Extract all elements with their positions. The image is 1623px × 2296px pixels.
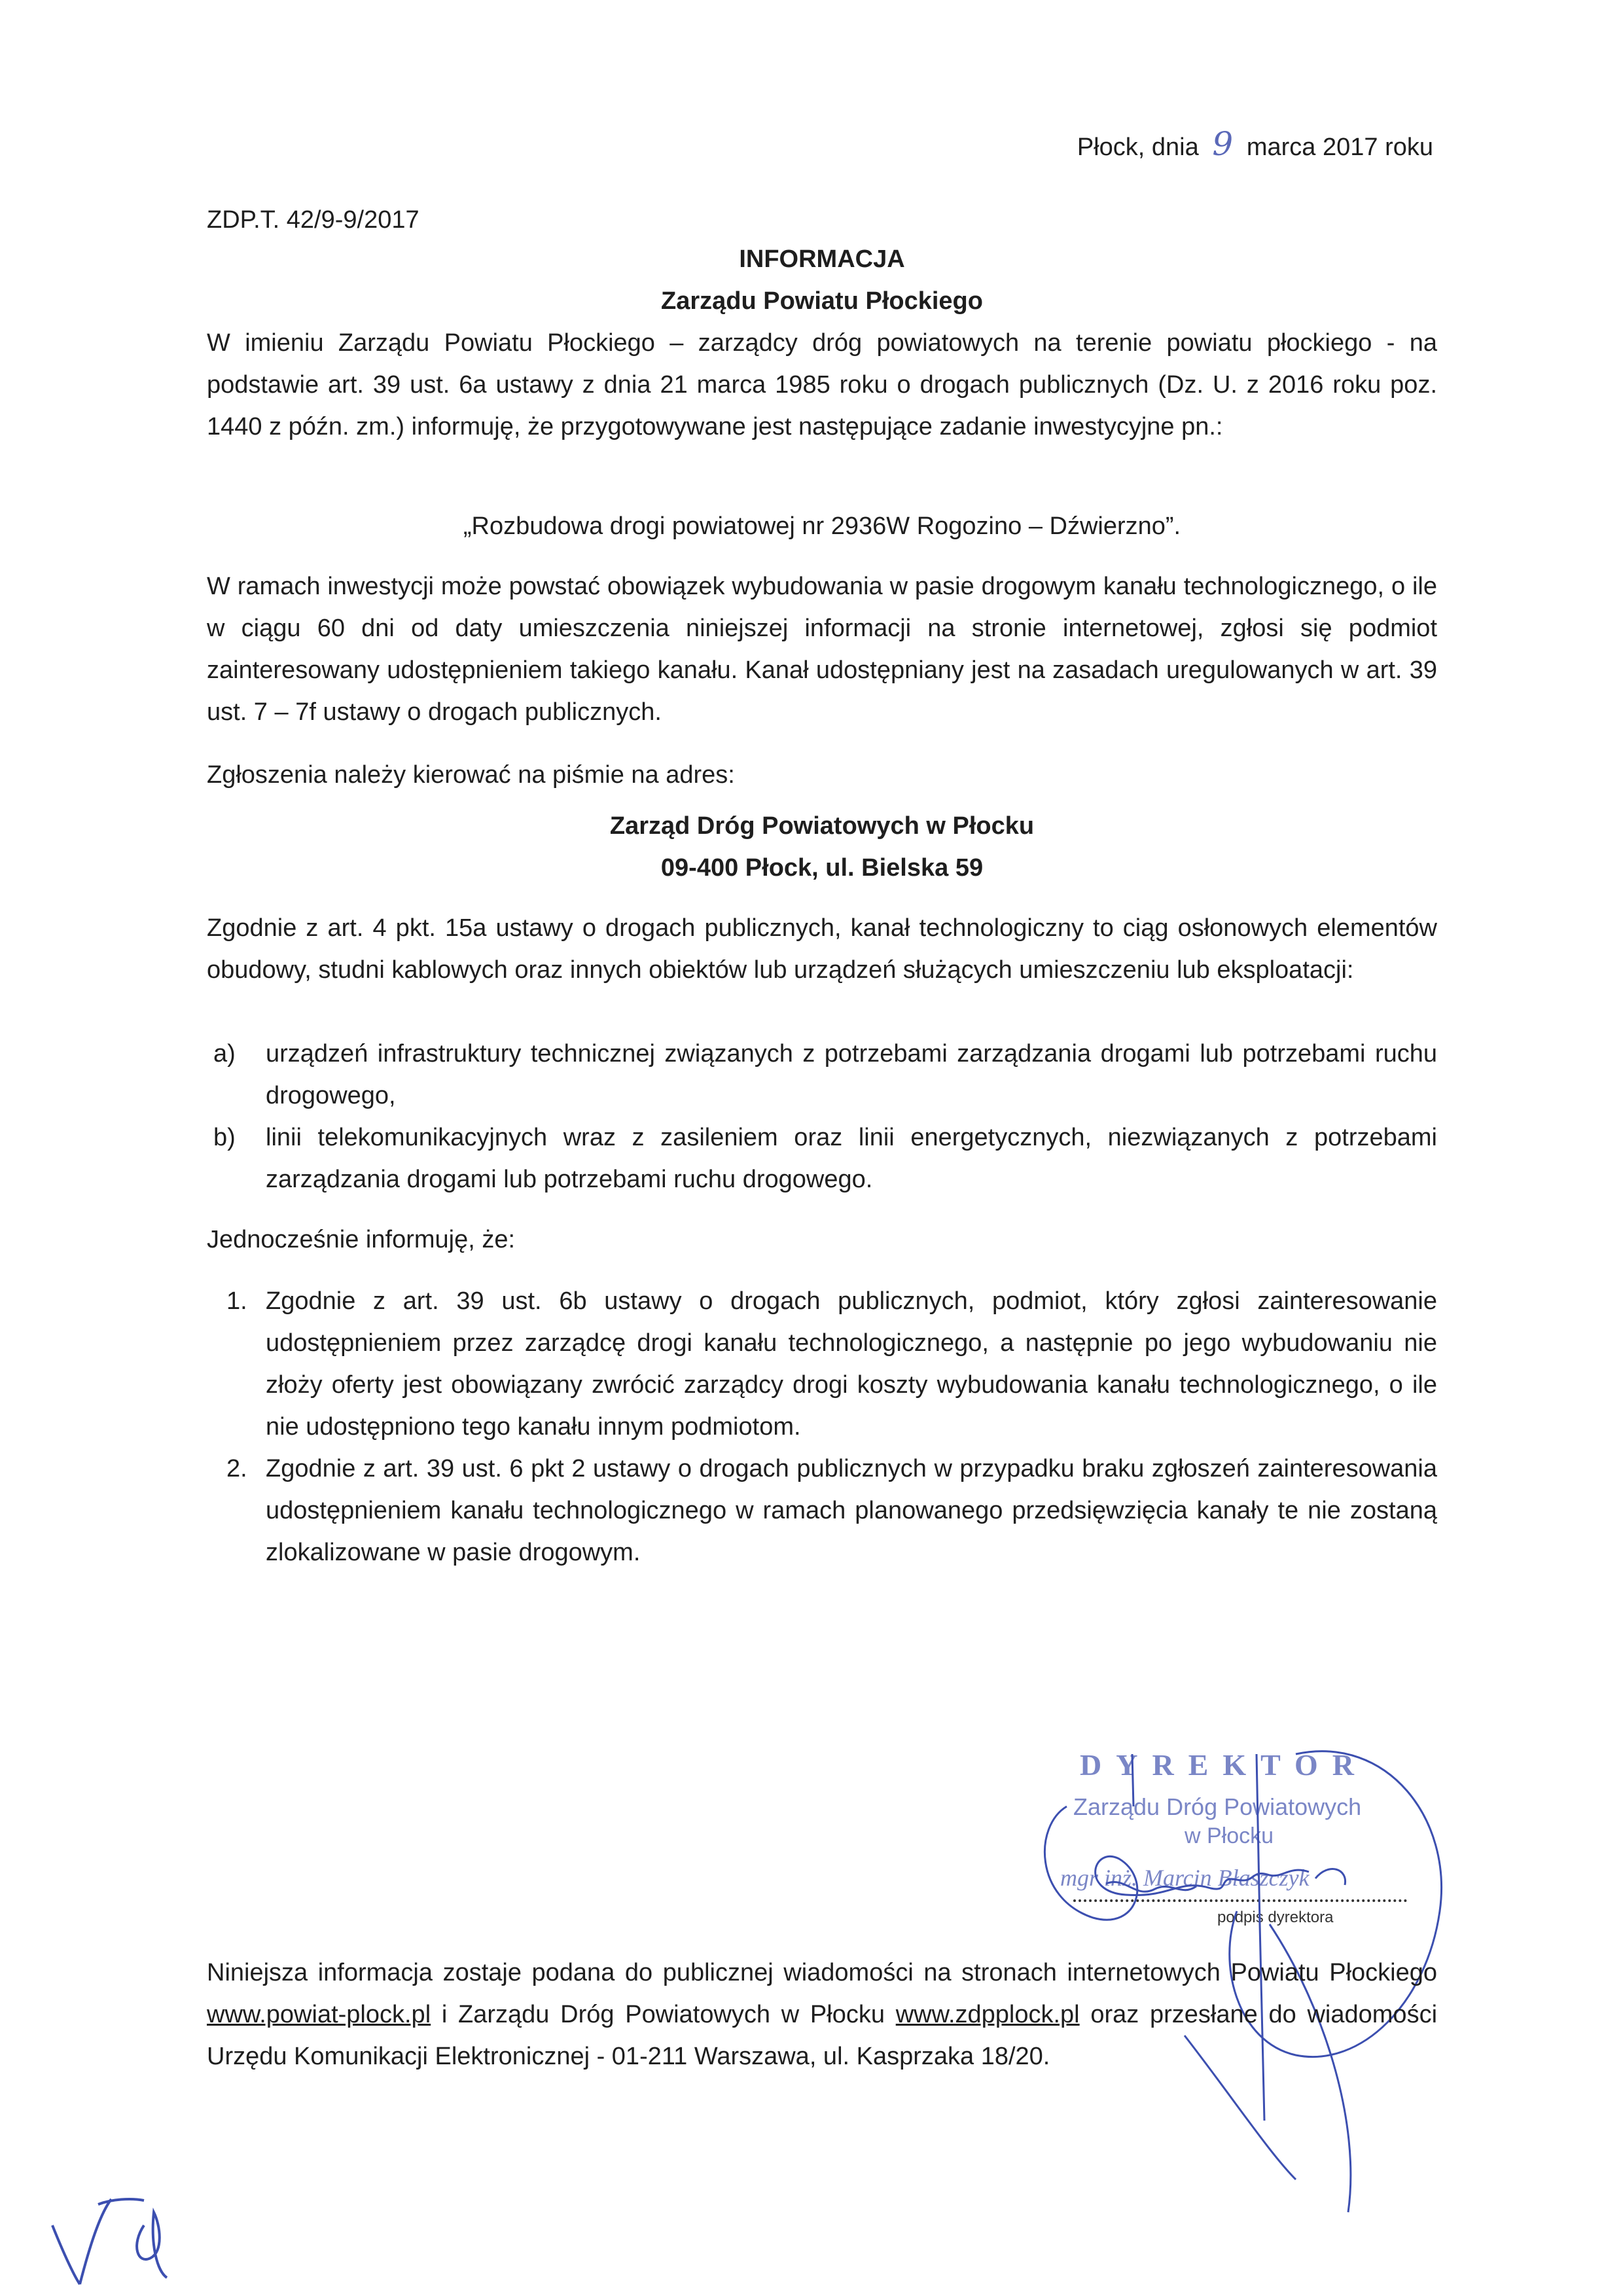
investment-name: „Rozbudowa drogi powiatowej nr 2936W Rogozino – Dźwierzno”. xyxy=(463,512,1181,540)
date-suffix: marca 2017 roku xyxy=(1246,134,1433,161)
footer-text-1: Niniejsza informacja zostaje podana do publicznej wiadomości na stronach internetowych Powiatu Płockiego xyxy=(207,1959,1437,1986)
address-line-2: 09-400 Płock, ul. Bielska 59 xyxy=(660,854,984,882)
intro-paragraph: W imieniu Zarządu Powiatu Płockiego – zarządcy dróg powiatowych na terenie powiatu płockiego - na podstawie art. 39 ust. 6a ustawy z dnia 21 marca 1985 roku o drogach publicznych (Dz. U. z 2016 roku poz. 1440 z późn. zm.) informuję, że przygotowywane jest następujące zadanie inwestycyjne pn.: xyxy=(207,329,1437,440)
date-prefix: Płock, dnia xyxy=(1077,134,1199,161)
list-marker: a) xyxy=(213,1040,236,1067)
list-marker: 1. xyxy=(226,1287,247,1315)
stamp-name: mgr inż. Marcin Błaszczyk xyxy=(1060,1865,1310,1891)
list-item-text: linii telekomunikacyjnych wraz z zasileniem oraz linii energetycznych, niezwiązanych z potrzebami zarządzania drogami lub potrzebami ruchu drogowego. xyxy=(266,1124,1437,1193)
paragraph-definition: Zgodnie z art. 4 pkt. 15a ustawy o drogach publicznych, kanał technologiczny to ciąg osłonowych elementów obudowy, studni kablowych oraz innych obiektów lub urządzeń służących umieszczeniu lub eksploatacji: xyxy=(207,914,1437,984)
powiat-plock-link[interactable]: www.powiat-plock.pl xyxy=(207,2001,431,2028)
date-day-handwritten: 9 xyxy=(1212,125,1234,163)
paragraph-also-inform: Jednocześnie informuję, że: xyxy=(207,1226,516,1253)
document-title: INFORMACJA xyxy=(739,245,905,273)
signature-caption: podpis dyrektora xyxy=(1217,1909,1334,1926)
list-item-text: urządzeń infrastruktury technicznej związanych z potrzebami zarządzania drogami lub potrzebami ruchu drogowego, xyxy=(266,1040,1437,1109)
footer-text-2: i Zarządu Dróg Powiatowych w Płocku xyxy=(431,2001,896,2028)
paragraph-channel-obligation: W ramach inwestycji może powstać obowiązek wybudowania w pasie drogowym kanału technologicznego, o ile w ciągu 60 dni od daty umieszczenia niniejszej informacji na stronie internetowej, zgłosi się podmiot zainteresowany udostępnieniem takiego kanału. Kanał udostępniany jest na zasadach uregulowanych w art. 39 ust. 7 – 7f ustawy o drogach publicznych. xyxy=(207,573,1437,726)
date-line xyxy=(1054,123,1433,168)
address-line-1: Zarząd Dróg Powiatowych w Płocku xyxy=(609,812,1035,840)
stamp-institution: Zarządu Dróg Powiatowych xyxy=(1073,1793,1362,1820)
handwritten-initials xyxy=(46,2186,177,2291)
list-item-text: Zgodnie z art. 39 ust. 6b ustawy o drogach publicznych, podmiot, który zgłosi zainteresowanie udostępnieniem przez zarządcę drogi kanału technologicznego, a następnie po jego wybudowaniu nie złoży oferty jest obowiązany zwrócić zarządcy drogi koszty wybudowania kanału technologicznego, o ile nie udostępniono tego kanału innym podmiotom. xyxy=(266,1287,1437,1441)
stamp-city: w Płocku xyxy=(1185,1823,1274,1848)
document-subtitle: Zarządu Powiatu Płockiego xyxy=(661,287,983,315)
footer-text-3: oraz przesłane do wiadomości Urzędu Komunikacji Elektronicznej - 01-211 Warszawa, ul. Kasprzaka 18/20. xyxy=(207,2001,1438,2070)
footer-paragraph xyxy=(207,1952,1437,2077)
reference-number: ZDP.T. 42/9-9/2017 xyxy=(207,206,419,234)
list-marker: b) xyxy=(213,1124,236,1151)
list-marker: 2. xyxy=(226,1455,247,1482)
paragraph-submission-address-intro: Zgłoszenia należy kierować na piśmie na adres: xyxy=(207,761,735,789)
zdp-plock-link[interactable]: www.zdpplock.pl xyxy=(895,2001,1080,2028)
list-item-text: Zgodnie z art. 39 ust. 6 pkt 2 ustawy o drogach publicznych w przypadku braku zgłoszeń zainteresowania udostępnieniem kanału technologicznego w ramach planowanego przedsięwzięcia kanały te nie zostaną zlokalizowane w pasie drogowym. xyxy=(266,1455,1437,1566)
stamp-title: DYREKTOR xyxy=(1080,1748,1368,1782)
